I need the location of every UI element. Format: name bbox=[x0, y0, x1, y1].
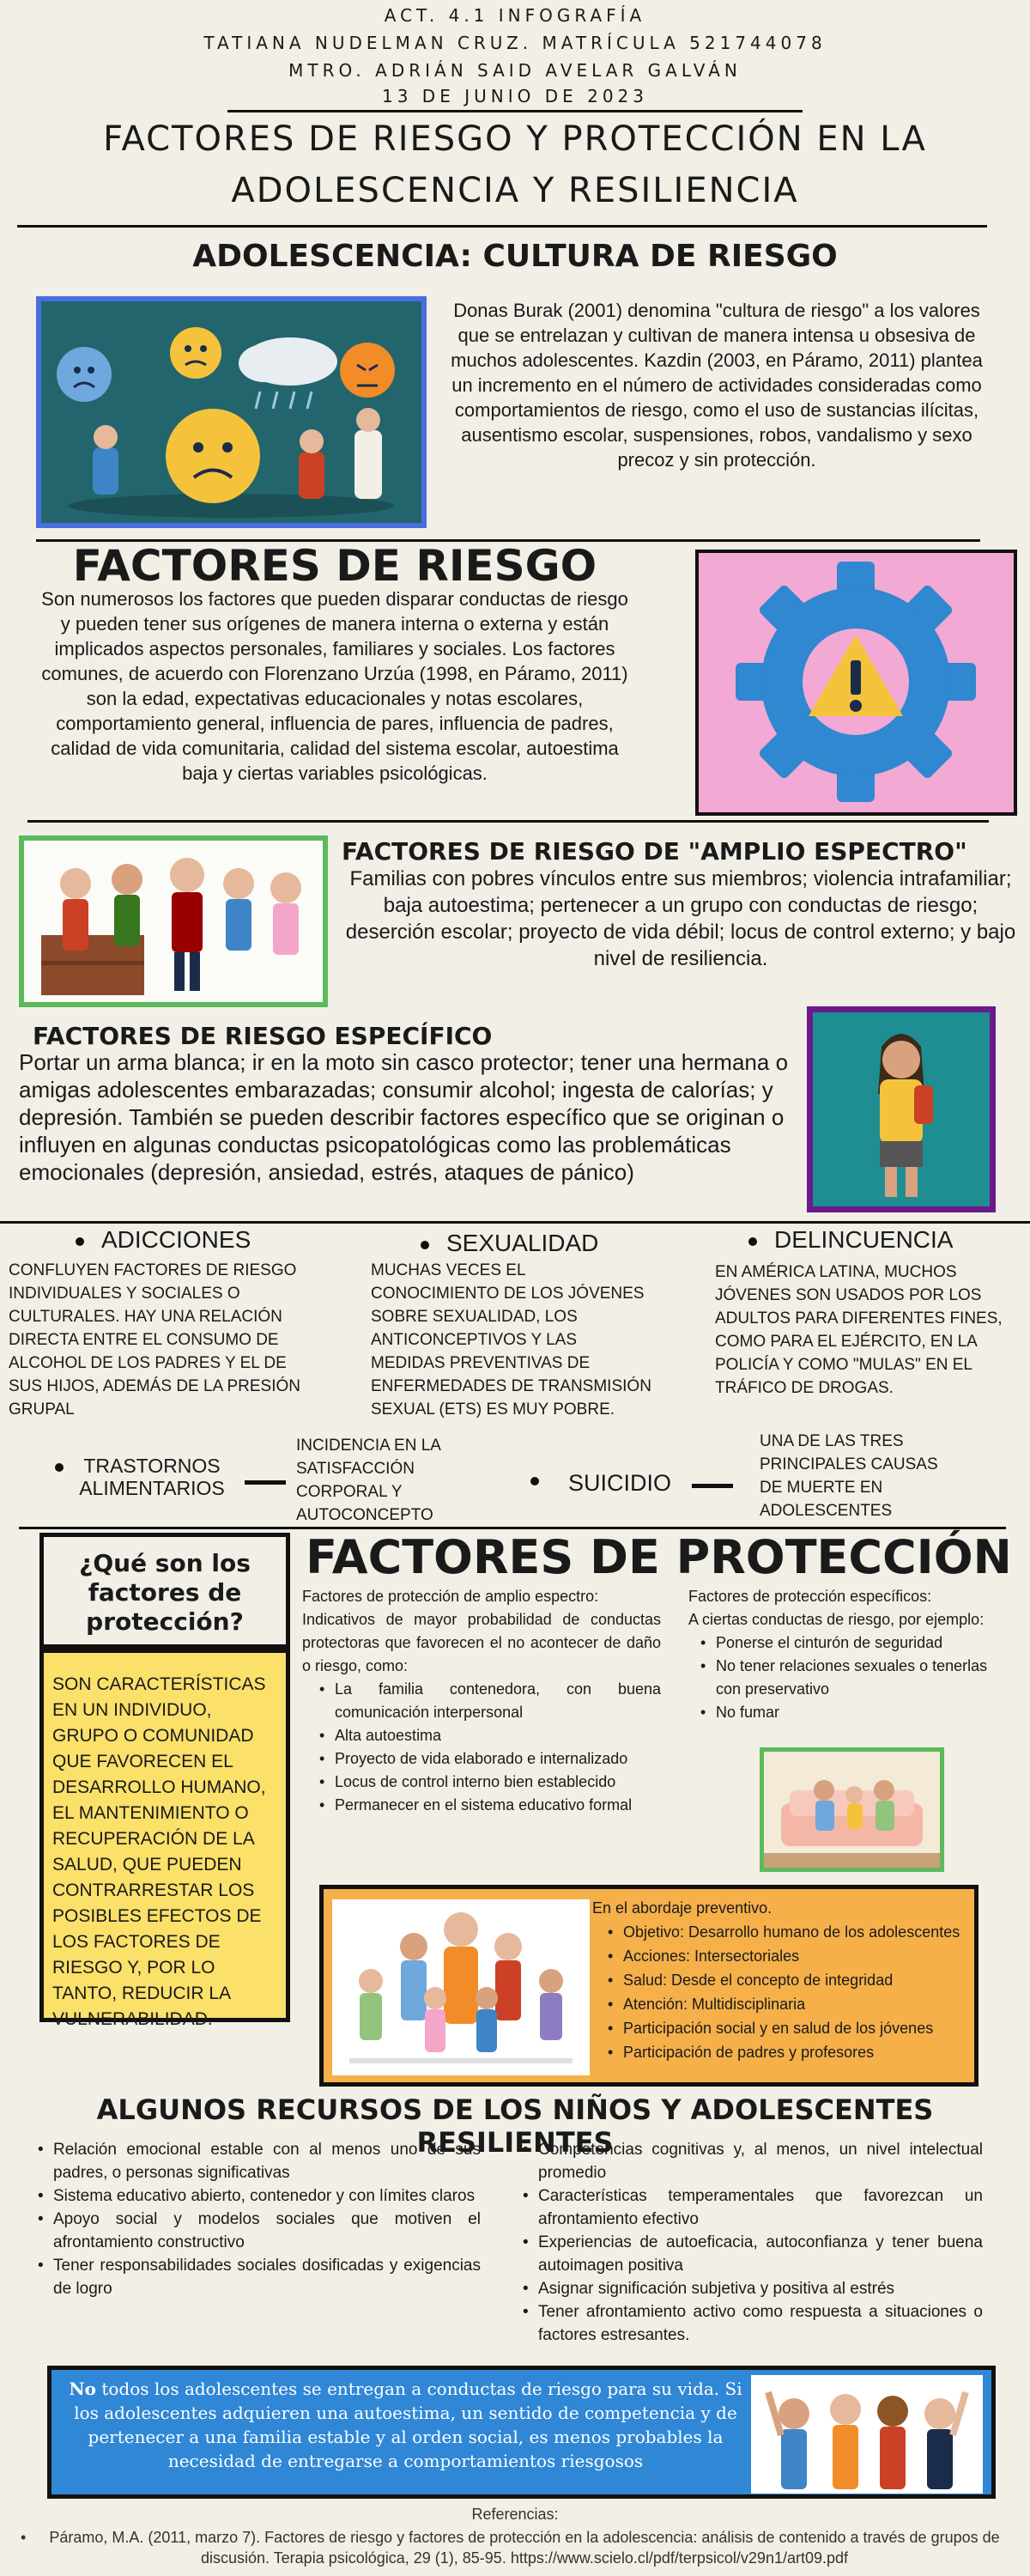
sad-girl-illustration bbox=[807, 1006, 996, 1212]
list-item: • Asignar significación subjetiva y positiva al estrés bbox=[519, 2277, 983, 2300]
adolescents-stress-illustration bbox=[36, 296, 427, 528]
proteccion-especificos-intro: A ciertas conductas de riesgo, por ejemplo: bbox=[688, 1611, 985, 1628]
section-especifico-heading: FACTORES DE RIESGO ESPECÍFICO bbox=[33, 1022, 493, 1050]
list-item: • Tener responsabilidades sociales dosificadas y exigencias de logro bbox=[34, 2254, 481, 2300]
list-item: • Características temperamentales que favorezcan un afrontamiento efectivo bbox=[519, 2184, 983, 2231]
especifico-text: Portar un arma blanca; ir en la moto sin casco protector; tener una hermana o amigas adolescentes embarazadas; consumir alcohol; ingesta de calorías; y depresión. También se pueden describir factores específico que se originan o influyen en algunas conductas psicopatológicas como las problemáticas emocionales (depresión, ansiedad, estrés, ataques de pánico) bbox=[19, 1049, 789, 1185]
category-delincuencia-text: EN AMÉRICA LATINA, MUCHOS JÓVENES SON USADOS POR LOS ADULTOS PARA DIFERENTES FINES, COMO PARA EL EJÉRCITO, EN LA POLICÍA Y COMO "MULAS" EN EL TRÁFICO DE DROGAS. bbox=[715, 1263, 1003, 1397]
list-item: • Competencias cognitivas y, al menos, un nivel intelectual promedio bbox=[519, 2138, 983, 2184]
suicidio-title: SUICIDIO bbox=[568, 1470, 672, 1496]
list-item: • Objetivo: Desarrollo humano de los adolescentes bbox=[604, 1920, 974, 1944]
list-item: • Permanecer en el sistema educativo formal bbox=[316, 1794, 661, 1817]
list-item: • Acciones: Intersectoriales bbox=[604, 1944, 974, 1968]
category-sexualidad-text: MUCHAS VECES EL CONOCIMIENTO DE LOS JÓVENES SOBRE SEXUALIDAD, LOS ANTICONCEPTIVOS Y LAS MEDIDAS PREVENTIVAS DE ENFERMEDADES DE TRANSMISIÓN SEXUAL (ETS) ES MUY POBRE. bbox=[371, 1261, 651, 1419]
list-item: • Locus de control interno bien establecido bbox=[316, 1771, 661, 1794]
family-couch-illustration bbox=[760, 1747, 944, 1872]
title-divider bbox=[17, 225, 987, 228]
date: 13 DE JUNIO DE 2023 bbox=[382, 86, 648, 106]
category-sexualidad-title: SEXUALIDAD bbox=[421, 1230, 598, 1257]
list-item: • No fumar bbox=[697, 1701, 1013, 1724]
category-adicciones-title: ADICCIONES bbox=[76, 1226, 251, 1254]
list-item: • Sistema educativo abierto, contenedor y con límites claros bbox=[34, 2184, 481, 2208]
abordaje-title: En el abordaje preventivo. bbox=[592, 1899, 772, 1917]
proteccion-especificos-title: Factores de protección específicos: bbox=[688, 1588, 932, 1605]
list-item: • Participación social y en salud de los jóvenes bbox=[604, 2016, 974, 2040]
category-delincuencia-title: DELINCUENCIA bbox=[748, 1226, 953, 1254]
proteccion-amplio-title: Factores de protección de amplio espectro: bbox=[302, 1588, 599, 1605]
children-group-illustration bbox=[19, 835, 328, 1007]
teacher-name: MTRO. ADRIÁN SAID AVELAR GALVÁN bbox=[288, 60, 742, 81]
list-item: • Participación de padres y profesores bbox=[604, 2040, 974, 2064]
main-title-line2: ADOLESCENCIA Y RESILIENCIA bbox=[231, 171, 799, 210]
proteccion-especificos-list bbox=[697, 1631, 1013, 1724]
reference-item: • Páramo, M.A. (2011, marzo 7). Factores de riesgo y factores de protección en la adolescencia: análisis de contenido a través de grupos de discusión. Terapia psicológica, 29 (1), 85-95. https://www.scielo.cl/pdf/terpsicol/v29n1/art09.pdf bbox=[17, 2527, 1013, 2568]
list-item: • Experiencias de autoeficacia, autoconfianza y tener buena autoimagen positiva bbox=[519, 2231, 983, 2277]
proteccion-amplio-block bbox=[302, 1585, 661, 1817]
riesgo-text: Son numerosos los factores que pueden disparar conductas de riesgo y pueden tener sus orígenes de manera interna o externa y están implicados aspectos personales, familiares y sociales. Los factores comunes, de acuerdo con Florenzano Urzúa (1998, en Páramo, 2011) son la edad, expectativas educacionales y notas escolares, comportamiento general, influencia de pares, influencia de padres, calidad de vida comunitaria, calidad del sistema escolar, autoestima baja y ciertas variables psicológicas. bbox=[41, 588, 628, 784]
list-item: • Alta autoestima bbox=[316, 1724, 661, 1747]
suicidio-bullet bbox=[530, 1473, 539, 1489]
suicidio-text: UNA DE LAS TRES PRINCIPALES CAUSAS DE MUERTE EN ADOLESCENTES bbox=[760, 1432, 938, 1520]
proteccion-definition-box: SON CARACTERÍSTICAS EN UN INDIVIDUO, GRUPO O COMUNIDAD QUE FAVORECEN EL DESARROLLO HUMANO, EL MANTENIMIENTO O RECUPERACIÓN DE LA SALUD, QUE PUEDEN CONTRARRESTAR LOS POSIBLES EFECTOS DE LOS FACTORES DE RIESGO Y, POR LO TANTO, REDUCIR LA VULNERABILIDAD. bbox=[39, 1649, 290, 2022]
list-item: • Relación emocional estable con al menos uno de sus padres, o personas significativas bbox=[34, 2138, 481, 2184]
section-proteccion-heading: FACTORES DE PROTECCIÓN bbox=[306, 1530, 1012, 1584]
divider-2 bbox=[27, 820, 989, 823]
section-recursos-heading: ALGUNOS RECURSOS DE LOS NIÑOS Y ADOLESCENTES RESILIENTES bbox=[96, 2093, 934, 2159]
category-adicciones-text: CONFLUYEN FACTORES DE RIESGO INDIVIDUALES Y SOCIALES O CULTURALES. HAY UNA RELACIÓN DIRECTA ENTRE EL CONSUMO DE ALCOHOL DE LOS PADRES Y EL DE SUS HIJOS, ADEMÁS DE LA PRESIÓN GRUPAL bbox=[9, 1261, 300, 1419]
happy-teens-illustration bbox=[751, 2375, 983, 2494]
proteccion-question-box: ¿Qué son los factores de protección? bbox=[39, 1533, 290, 1649]
trastornos-text: INCIDENCIA EN LA SATISFACCIÓN CORPORAL Y AUTOCONCEPTO bbox=[296, 1437, 440, 1524]
list-item: • Atención: Multidisciplinaria bbox=[604, 1992, 974, 2016]
adolescencia-text: Donas Burak (2001) denomina "cultura de riesgo" a los valores que se entrelazan y cultivan de manera intensa u obsesiva de muchos adolescentes. Kazdin (2003, en Páramo, 2011) plantea un incremento en el número de actividades consideradas como comportamientos de riesgo, como el uso de sustancias ilícitas, ausentismo escolar, suspensiones, robos, vandalismo y sexo precoz y sin protección. bbox=[451, 300, 983, 471]
proteccion-amplio-intro: Indicativos de mayor probabilidad de conductas protectoras que favorecen el no acontecer de daño o riesgo, como: bbox=[302, 1611, 661, 1674]
divider-3 bbox=[0, 1221, 1030, 1224]
section-adolescencia-heading: ADOLESCENCIA: CULTURA DE RIESGO bbox=[192, 239, 838, 274]
list-item: • Apoyo social y modelos sociales que motiven el afrontamiento constructivo bbox=[34, 2208, 481, 2254]
list-item: • La familia contenedora, con buena comunicación interpersonal bbox=[316, 1678, 661, 1724]
abordaje-content bbox=[592, 1896, 974, 2064]
activity-label: ACT. 4.1 INFOGRAFÍA bbox=[384, 5, 646, 26]
divider-4 bbox=[19, 1527, 1006, 1529]
amplio-text: Familias con pobres vínculos entre sus miembros; violencia intrafamiliar; baja autoestima; pertenecer a un grupo con conductas de riesgo; deserción escolar; proyecto de vida débil; locus de control externo; y bajo nivel de resiliencia. bbox=[345, 867, 1016, 970]
abordaje-list bbox=[604, 1920, 974, 2064]
references-label: Referencias: bbox=[471, 2506, 559, 2523]
suicidio-connector bbox=[692, 1484, 733, 1488]
warning-gear-illustration bbox=[695, 550, 1017, 816]
trastornos-connector bbox=[245, 1480, 286, 1485]
header-divider bbox=[227, 110, 803, 112]
list-item: • Tener afrontamiento activo como respuesta a situaciones o factores estresantes. bbox=[519, 2300, 983, 2347]
section-riesgo-heading: FACTORES DE RIESGO bbox=[72, 541, 597, 591]
abordaje-box bbox=[319, 1885, 978, 2087]
recursos-left-list bbox=[34, 2138, 481, 2300]
list-item: • Proyecto de vida elaborado e internalizado bbox=[316, 1747, 661, 1771]
recursos-right-list bbox=[519, 2138, 983, 2347]
closing-text: No todos los adolescentes se entregan a conductas de riesgo para su vida. Si los adolescentes adquieren una autoestima, un sentido de competencia y de pertenecer a una familia estable y al orden social, es menos probables la necesidad de entregarse a comportamientos riesgosos bbox=[69, 2379, 742, 2471]
proteccion-amplio-list bbox=[316, 1678, 661, 1817]
proteccion-especificos-block bbox=[688, 1585, 1013, 1724]
section-amplio-heading: FACTORES DE RIESGO DE "AMPLIO ESPECTRO" bbox=[342, 837, 967, 866]
trastornos-title: TRASTORNOS ALIMENTARIOS bbox=[79, 1455, 225, 1499]
list-item: • No tener relaciones sexuales o tenerlas con preservativo bbox=[697, 1655, 1013, 1701]
list-item: • Salud: Desde el concepto de integridad bbox=[604, 1968, 974, 1992]
closing-box bbox=[47, 2366, 996, 2499]
student-name: TATIANA NUDELMAN CRUZ. MATRÍCULA 521744078 bbox=[203, 33, 827, 53]
trastornos-bullet bbox=[55, 1460, 72, 1475]
family-group-illustration bbox=[332, 1899, 590, 2075]
references-list bbox=[0, 2527, 1030, 2568]
list-item: • Ponerse el cinturón de seguridad bbox=[697, 1631, 1013, 1655]
main-title-line1: FACTORES DE RIESGO Y PROTECCIÓN EN LA bbox=[103, 119, 927, 159]
